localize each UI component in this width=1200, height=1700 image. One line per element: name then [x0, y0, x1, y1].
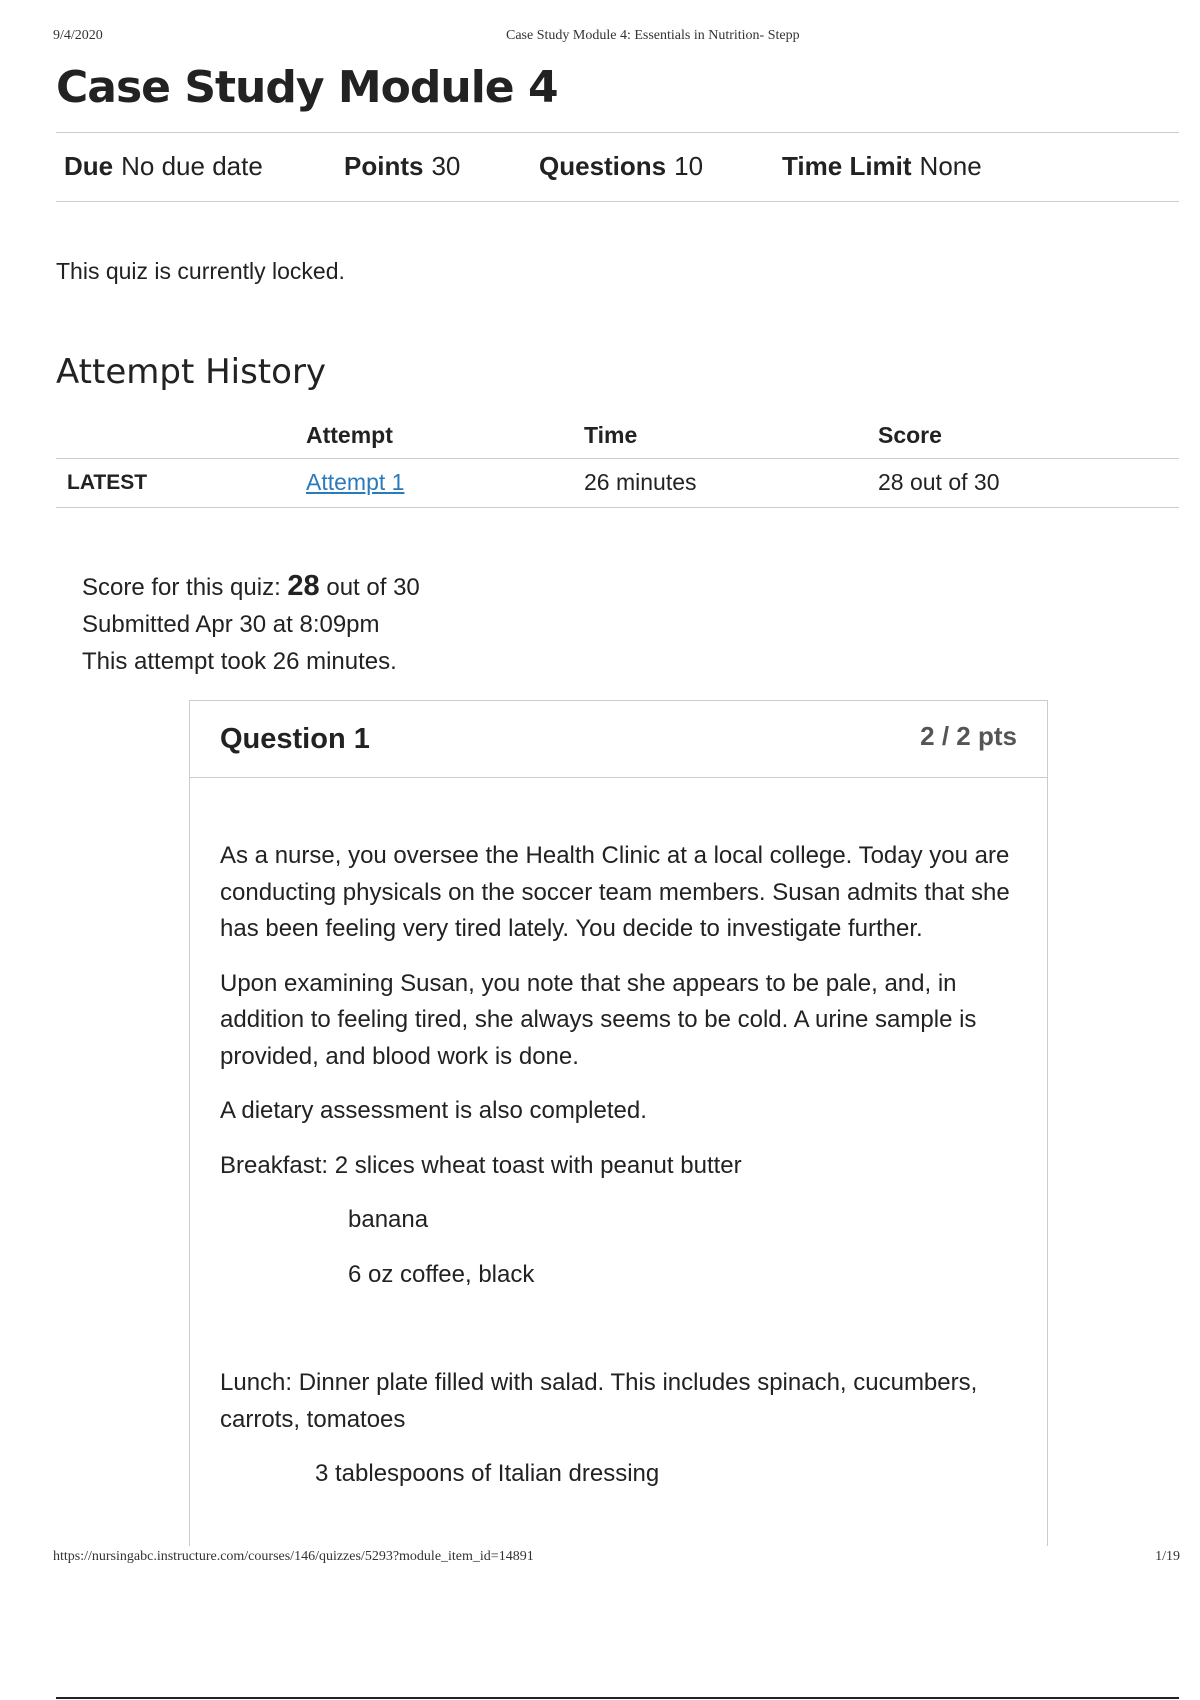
print-date: 9/4/2020 [53, 28, 103, 43]
attempt-duration: This attempt took 26 minutes. [82, 648, 397, 675]
question-paragraph: Upon examining Susan, you note that she appears to be pale, and, in addition to feeling tired, she always seems to be cold. A urine sample is provided, and blood work is done. [220, 969, 977, 1070]
column-header-time: Time [584, 422, 638, 448]
time-limit-label: Time Limit [782, 151, 912, 181]
print-page-number: 1/19 [1155, 1549, 1180, 1564]
breakfast-item-coffee: 6 oz coffee, black [348, 1260, 535, 1288]
lunch-item-dressing: 3 tablespoons of Italian dressing [315, 1460, 660, 1487]
page-bottom-divider [56, 1697, 1179, 1699]
question-card [189, 700, 1048, 1546]
points-value: 30 [431, 151, 461, 181]
due-value: No due date [121, 151, 263, 181]
print-url: https://nursingabc.instructure.com/courses/146/quizzes/5293?module_item_id=14891 [53, 1549, 534, 1564]
score-suffix: out of 30 [326, 574, 420, 601]
question-paragraph: As a nurse, you oversee the Health Clinic at a local college. Today you are conducting physicals on the soccer team members. Susan admits that she has been feeling very tired lately. You decide to investigate further. [220, 842, 1010, 942]
question-title: Question 1 [220, 723, 370, 755]
table-row-divider [56, 507, 1179, 508]
lunch-line: Lunch: Dinner plate filled with salad. This includes spinach, cucumbers, carrots, tomatoes [220, 1369, 978, 1433]
due-label: Due [64, 151, 114, 181]
question-body [220, 838, 1020, 1493]
question-paragraph: A dietary assessment is also completed. [220, 1097, 647, 1124]
print-header [53, 28, 1160, 48]
column-header-score: Score [878, 422, 942, 448]
attempt-link[interactable] [306, 469, 404, 496]
due-meta [64, 151, 263, 182]
attempt-time: 26 minutes [584, 469, 697, 495]
quiz-meta-bar [56, 132, 1179, 202]
questions-value: 10 [674, 151, 704, 181]
attempt-history-heading: Attempt History [56, 352, 327, 392]
score-prefix: Score for this quiz: [82, 574, 281, 601]
questions-meta [539, 151, 703, 182]
column-header-attempt: Attempt [306, 422, 393, 448]
questions-label: Questions [539, 151, 667, 181]
points-meta [344, 151, 460, 182]
quiz-score-line [82, 568, 420, 606]
score-value: 28 [287, 570, 320, 602]
table-header-divider [56, 458, 1179, 459]
question-points: 2 / 2 pts [920, 721, 1017, 751]
time-limit-value: None [919, 151, 982, 181]
attempt-1-link[interactable]: Attempt 1 [306, 469, 405, 495]
page-title: Case Study Module 4 [56, 62, 558, 113]
attempt-score: 28 out of 30 [878, 469, 1000, 495]
score-summary [82, 568, 420, 680]
attempt-history-table [56, 418, 1179, 510]
locked-message: This quiz is currently locked. [56, 258, 345, 284]
breakfast-line: Breakfast: 2 slices wheat toast with peanut butter [220, 1151, 742, 1179]
latest-label: LATEST [67, 471, 148, 494]
submitted-time: Submitted Apr 30 at 8:09pm [82, 611, 380, 638]
breakfast-item-banana: banana [348, 1206, 429, 1233]
print-doc-title: Case Study Module 4: Essentials in Nutrition- Stepp [506, 28, 800, 43]
points-label: Points [344, 151, 424, 181]
time-limit-meta [782, 151, 982, 182]
question-header [190, 701, 1047, 778]
